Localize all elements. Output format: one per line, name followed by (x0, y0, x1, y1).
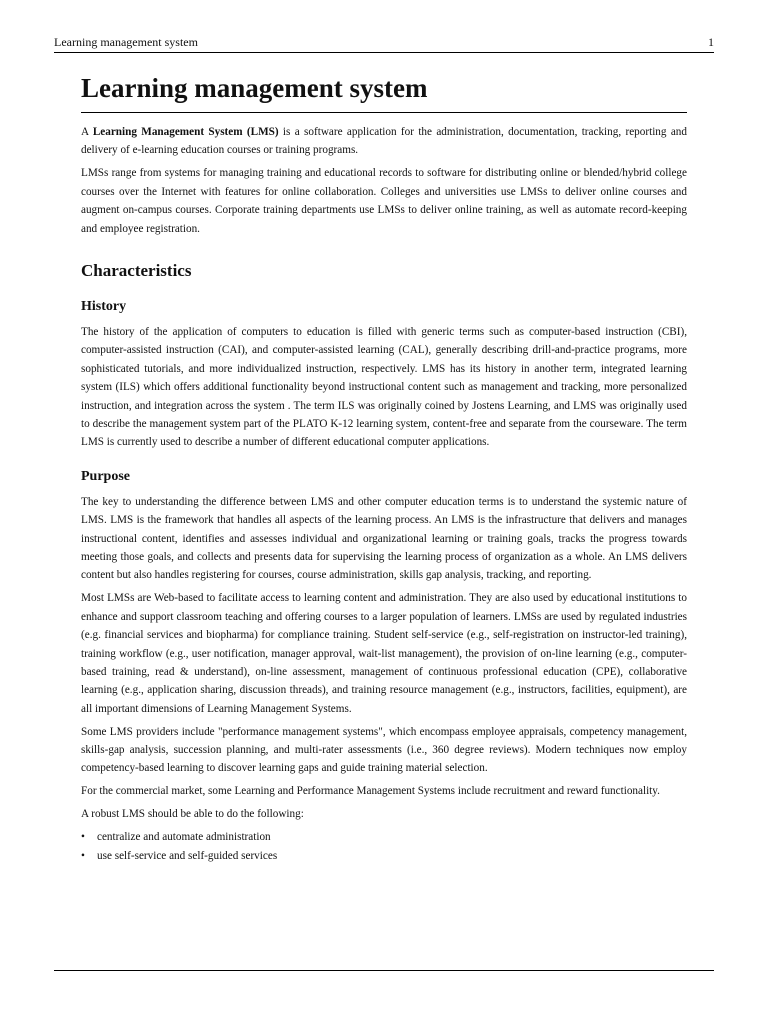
purpose-paragraph-4: For the commercial market, some Learning and Performance Management Systems include recruitment and reward functionality. (81, 785, 660, 798)
subsection-heading-history: History (81, 298, 127, 314)
intro-paragraph-2: LMSs range from systems for managing training and educational records to software for distributing online or blended/hybrid college courses over the Internet with features for online collaboration. Colleges and universities use LMSs to deliver online courses and augment on-campus courses. Corporate training departments use LMSs to deliver online training, as well as automate record-keeping and employee registration. (81, 167, 687, 235)
footer-divider (54, 970, 714, 971)
purpose-paragraph-1: The key to understanding the difference between LMS and other computer education terms is to understand the systemic nature of LMS. LMS is the framework that handles all aspects of the learning process. An LMS is the infrastructure that delivers and manages instructional content, identifies and assesses individual and organizational learning or training goals, tracks the progress towards meeting those goals, and collects and presents data for supervising the learning process of organization as a whole. An LMS delivers content but also handles registering for courses, course administration, skills gap analysis, tracking, and reporting. (81, 495, 687, 582)
section-heading-characteristics: Characteristics (81, 260, 192, 280)
purpose-paragraph-5: A robust LMS should be able to do the following: (81, 808, 304, 821)
article-body (81, 70, 687, 865)
page-title: Learning management system (81, 70, 687, 113)
intro-lead: A (81, 126, 93, 138)
purpose-paragraph-2: Most LMSs are Web-based to facilitate access to learning content and administration. They are also used by educational institutions to enhance and support classroom teaching and offering courses to a larger population of learners. LMSs are used by regulated industries (e.g. financial services and biopharma) for compliance training. Student self-service (e.g., self-registration on instructor-led training), training workflow (e.g., user notification, manager approval, wait-list management), the provision of on-line learning (e.g., computer-based training, read & understand), on-line assessment, management of continuous professional education (CPE), collaborative learning (e.g., application sharing, discussion threads), and training resource management (e.g., instructors, facilities, equipment), are all important dimensions of Learning Management Systems. (81, 592, 687, 715)
intro-rest: is a software application for the administration, documentation, tracking, reporting and delivery of e-learning education courses or training programs. (81, 126, 687, 157)
subsection-heading-purpose: Purpose (81, 468, 130, 484)
list-item: • use self-service and self-guided services (81, 847, 687, 866)
intro-term: Learning Management System (LMS) (92, 126, 279, 138)
running-header (54, 34, 714, 50)
intro-paragraph (81, 123, 687, 160)
header-divider (54, 52, 714, 53)
list-item: • centralize and automate administration (81, 828, 687, 847)
capability-list (81, 828, 687, 865)
purpose-paragraph-3: Some LMS providers include "performance management systems", which encompass employee appraisals, competency management, skills-gap analysis, succession planning, and multi-rater assessments (i.e., 360 degree reviews). Modern techniques now employ competency-based learning to discover learning gaps and guide training material selection. (81, 725, 687, 775)
page-number: 1 (708, 35, 714, 49)
running-header-title: Learning management system (54, 35, 198, 49)
history-paragraph: The history of the application of computers to education is filled with generic terms such as computer-based instruction (CBI), computer-assisted instruction (CAI), and computer-assisted learning (CAL), generally describing drill-and-practice programs, more sophisticated tutorials, and more individualized instruction, respectively. LMS has its history in another term, integrated learning system (ILS) which offers additional functionality beyond instructional content such as management and tracking, more personalized instruction, and integration across the system . The term ILS was originally coined by Jostens Learning, and LMS was originally used to describe the management system part of the PLATO K-12 learning system, content-free and separate from the courseware. The term LMS is currently used to describe a number of different educational computer applications. (81, 325, 687, 449)
